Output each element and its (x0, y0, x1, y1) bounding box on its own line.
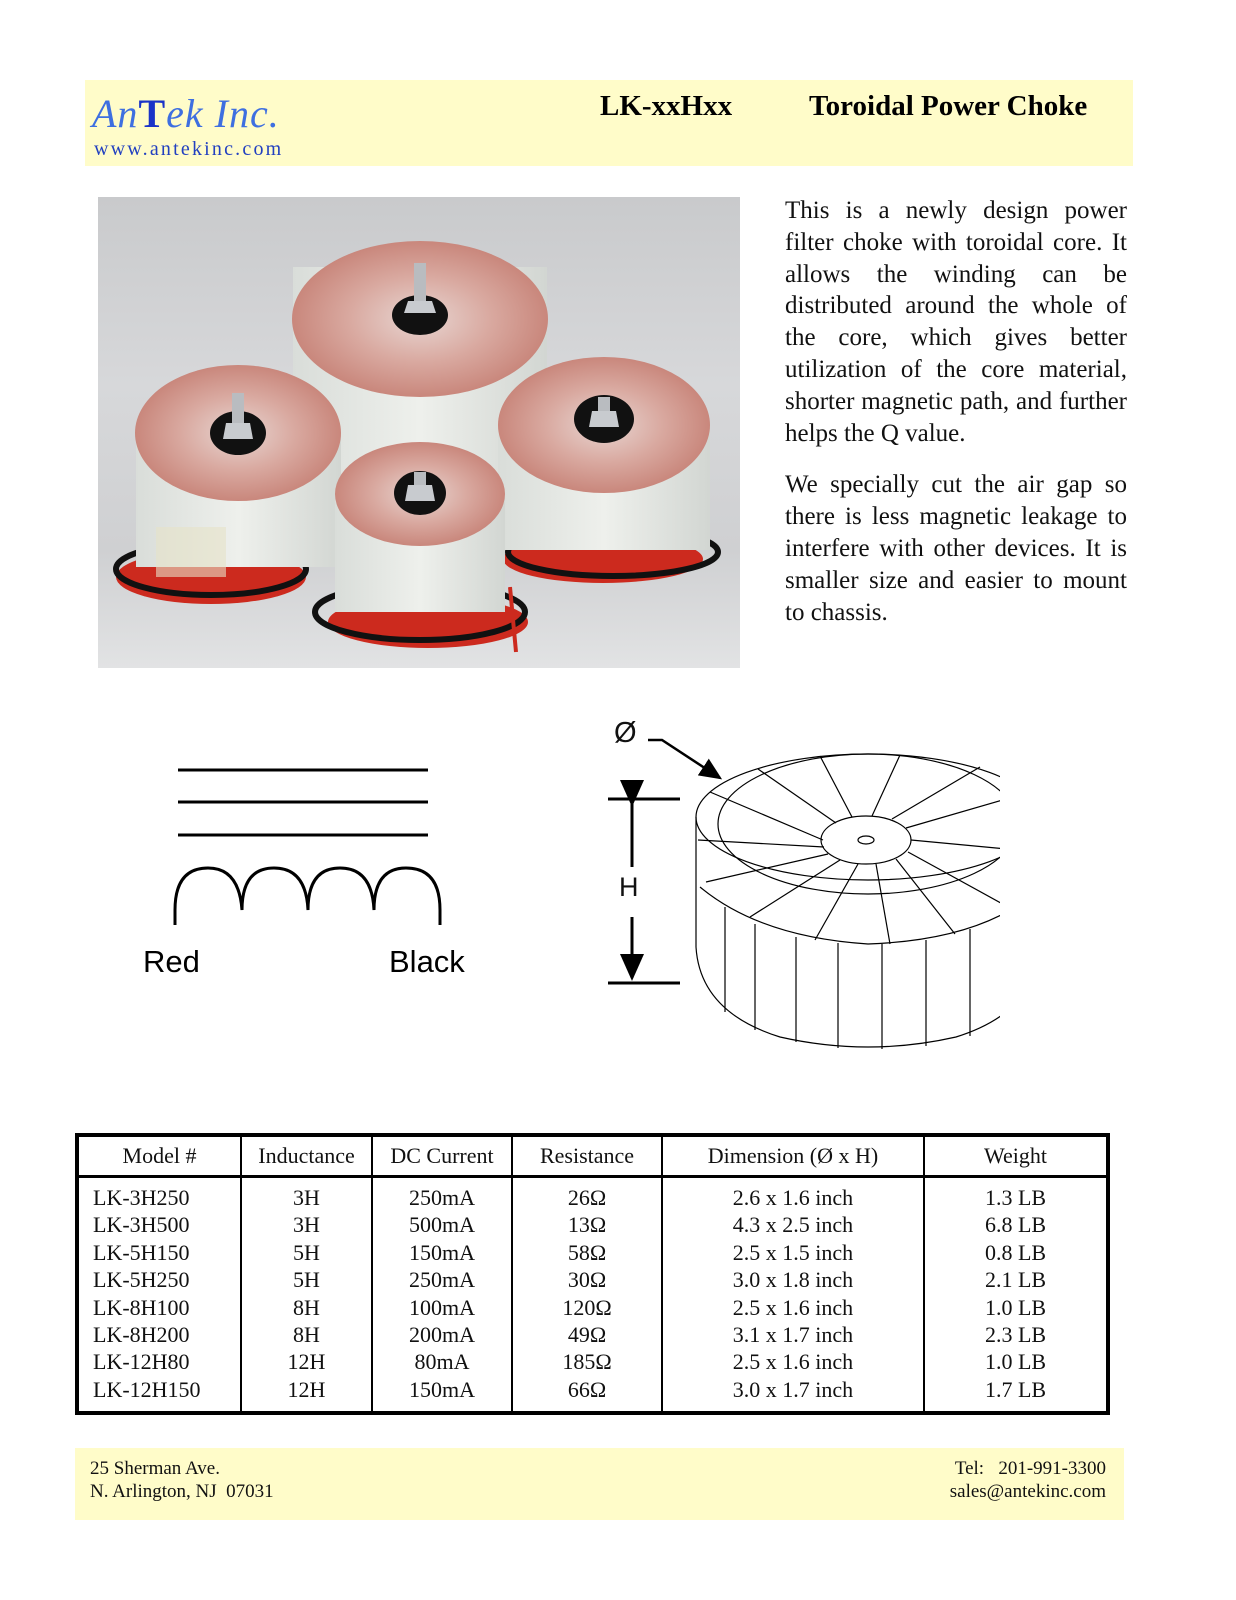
table-row (77, 1376, 1108, 1413)
cell-model: LK-5H250 (77, 1266, 241, 1293)
model-code: LK-xxHxx (600, 90, 733, 122)
cell-resistance: 120Ω (512, 1294, 662, 1321)
logo-text-t: T (138, 91, 167, 136)
table-header-row (77, 1135, 1108, 1177)
website-link[interactable]: www.antekinc.com (94, 138, 284, 160)
black-lead-label: Black (389, 944, 465, 979)
cell-weight: 1.7 LB (984, 1376, 1047, 1402)
table-row (77, 1211, 1108, 1238)
cell-dc-current: 100mA (372, 1294, 512, 1321)
cell-resistance: 13Ω (512, 1211, 662, 1238)
cell-dimension: 4.3 x 2.5 inch (662, 1211, 924, 1238)
cell-model: LK-5H150 (77, 1239, 241, 1266)
cell-inductance: 8H (241, 1321, 372, 1348)
header-model: Model # (77, 1135, 241, 1177)
header-resistance: Resistance (512, 1135, 662, 1177)
phone-number[interactable]: Tel: 201-991-3300 (954, 1458, 1106, 1479)
cell-inductance: 12H (241, 1376, 372, 1413)
header-weight: Weight (924, 1135, 1108, 1177)
spec-table (75, 1133, 1110, 1415)
header-inductance: Inductance (241, 1135, 372, 1177)
cell-dimension: 3.0 x 1.8 inch (662, 1266, 924, 1293)
cell-inductance: 12H (241, 1348, 372, 1375)
product-photo (98, 197, 740, 668)
logo-text-ek-inc: ek Inc. (166, 91, 280, 136)
table-row (77, 1294, 1108, 1321)
table-row (77, 1266, 1108, 1293)
cell-inductance: 5H (241, 1266, 372, 1293)
red-lead-label: Red (143, 944, 200, 979)
cell-inductance: 3H (241, 1177, 372, 1212)
cell-dimension: 2.5 x 1.6 inch (662, 1294, 924, 1321)
cell-model: LK-8H200 (77, 1321, 241, 1348)
cell-model: LK-3H250 (77, 1177, 241, 1212)
cell-resistance: 185Ω (512, 1348, 662, 1375)
cell-model: LK-8H100 (77, 1294, 241, 1321)
toroid-outline-icon (600, 712, 1000, 1062)
cell-weight: 0.8 LB (984, 1239, 1047, 1265)
cell-dimension: 2.6 x 1.6 inch (662, 1177, 924, 1212)
cell-inductance: 8H (241, 1294, 372, 1321)
cell-weight: 2.3 LB (984, 1322, 1047, 1348)
cell-resistance: 66Ω (512, 1376, 662, 1413)
header-dimension: Dimension (Ø x H) (662, 1135, 924, 1177)
header-dc-current: DC Current (372, 1135, 512, 1177)
cell-weight: 1.0 LB (984, 1349, 1047, 1375)
cell-model: LK-12H80 (77, 1348, 241, 1375)
cell-model: LK-12H150 (77, 1376, 241, 1413)
dimension-drawing (600, 712, 1000, 1062)
logo-text-an: An (92, 91, 139, 136)
diameter-label: Ø (614, 717, 637, 749)
cell-dc-current: 500mA (372, 1211, 512, 1238)
cell-dc-current: 150mA (372, 1239, 512, 1266)
cell-dimension: 3.1 x 1.7 inch (662, 1321, 924, 1348)
description-paragraph-2: We specially cut the air gap so there is less magnetic leakage to interfere with other devices. It is smaller size and easier to mount to chassis. (785, 471, 1127, 626)
description-paragraph-1: This is a newly design power filter choke with toroidal core. It allows the winding can be distributed around the whole of the core, which gives better utilization of the core material, shorter magnetic path, and further helps the Q value. (785, 197, 1127, 447)
cell-dc-current: 200mA (372, 1321, 512, 1348)
cell-dimension: 2.5 x 1.6 inch (662, 1348, 924, 1375)
cell-resistance: 30Ω (512, 1266, 662, 1293)
cell-resistance: 26Ω (512, 1177, 662, 1212)
cell-dc-current: 80mA (372, 1348, 512, 1375)
cell-dc-current: 250mA (372, 1177, 512, 1212)
cell-weight: 2.1 LB (984, 1267, 1047, 1293)
footer-band (75, 1448, 1124, 1520)
address-line-1: 25 Sherman Ave. (90, 1458, 220, 1479)
product-title: Toroidal Power Choke (809, 90, 1088, 122)
cell-resistance: 49Ω (512, 1321, 662, 1348)
address-line-2: N. Arlington, NJ 07031 (90, 1481, 274, 1502)
table-row (77, 1239, 1108, 1266)
header-band (85, 80, 1133, 166)
product-description (785, 195, 1127, 648)
table-row (77, 1321, 1108, 1348)
cell-dimension: 3.0 x 1.7 inch (662, 1376, 924, 1413)
cell-model: LK-3H500 (77, 1211, 241, 1238)
cell-dimension: 2.5 x 1.5 inch (662, 1239, 924, 1266)
cell-resistance: 58Ω (512, 1239, 662, 1266)
cell-inductance: 5H (241, 1239, 372, 1266)
cell-inductance: 3H (241, 1211, 372, 1238)
company-address (90, 1457, 274, 1503)
company-logo (92, 90, 280, 137)
inductor-schematic (130, 750, 500, 990)
cell-weight: 1.0 LB (984, 1294, 1047, 1320)
email-link[interactable]: sales@antekinc.com (949, 1481, 1106, 1502)
toroid-chokes-illustration (98, 197, 740, 668)
cell-dc-current: 150mA (372, 1376, 512, 1413)
company-contact (950, 1457, 1106, 1503)
cell-weight: 1.3 LB (984, 1185, 1047, 1210)
cell-weight: 6.8 LB (984, 1212, 1047, 1238)
cell-dc-current: 250mA (372, 1266, 512, 1293)
height-label: H (619, 872, 639, 902)
table-row (77, 1177, 1108, 1212)
table-row (77, 1348, 1108, 1375)
